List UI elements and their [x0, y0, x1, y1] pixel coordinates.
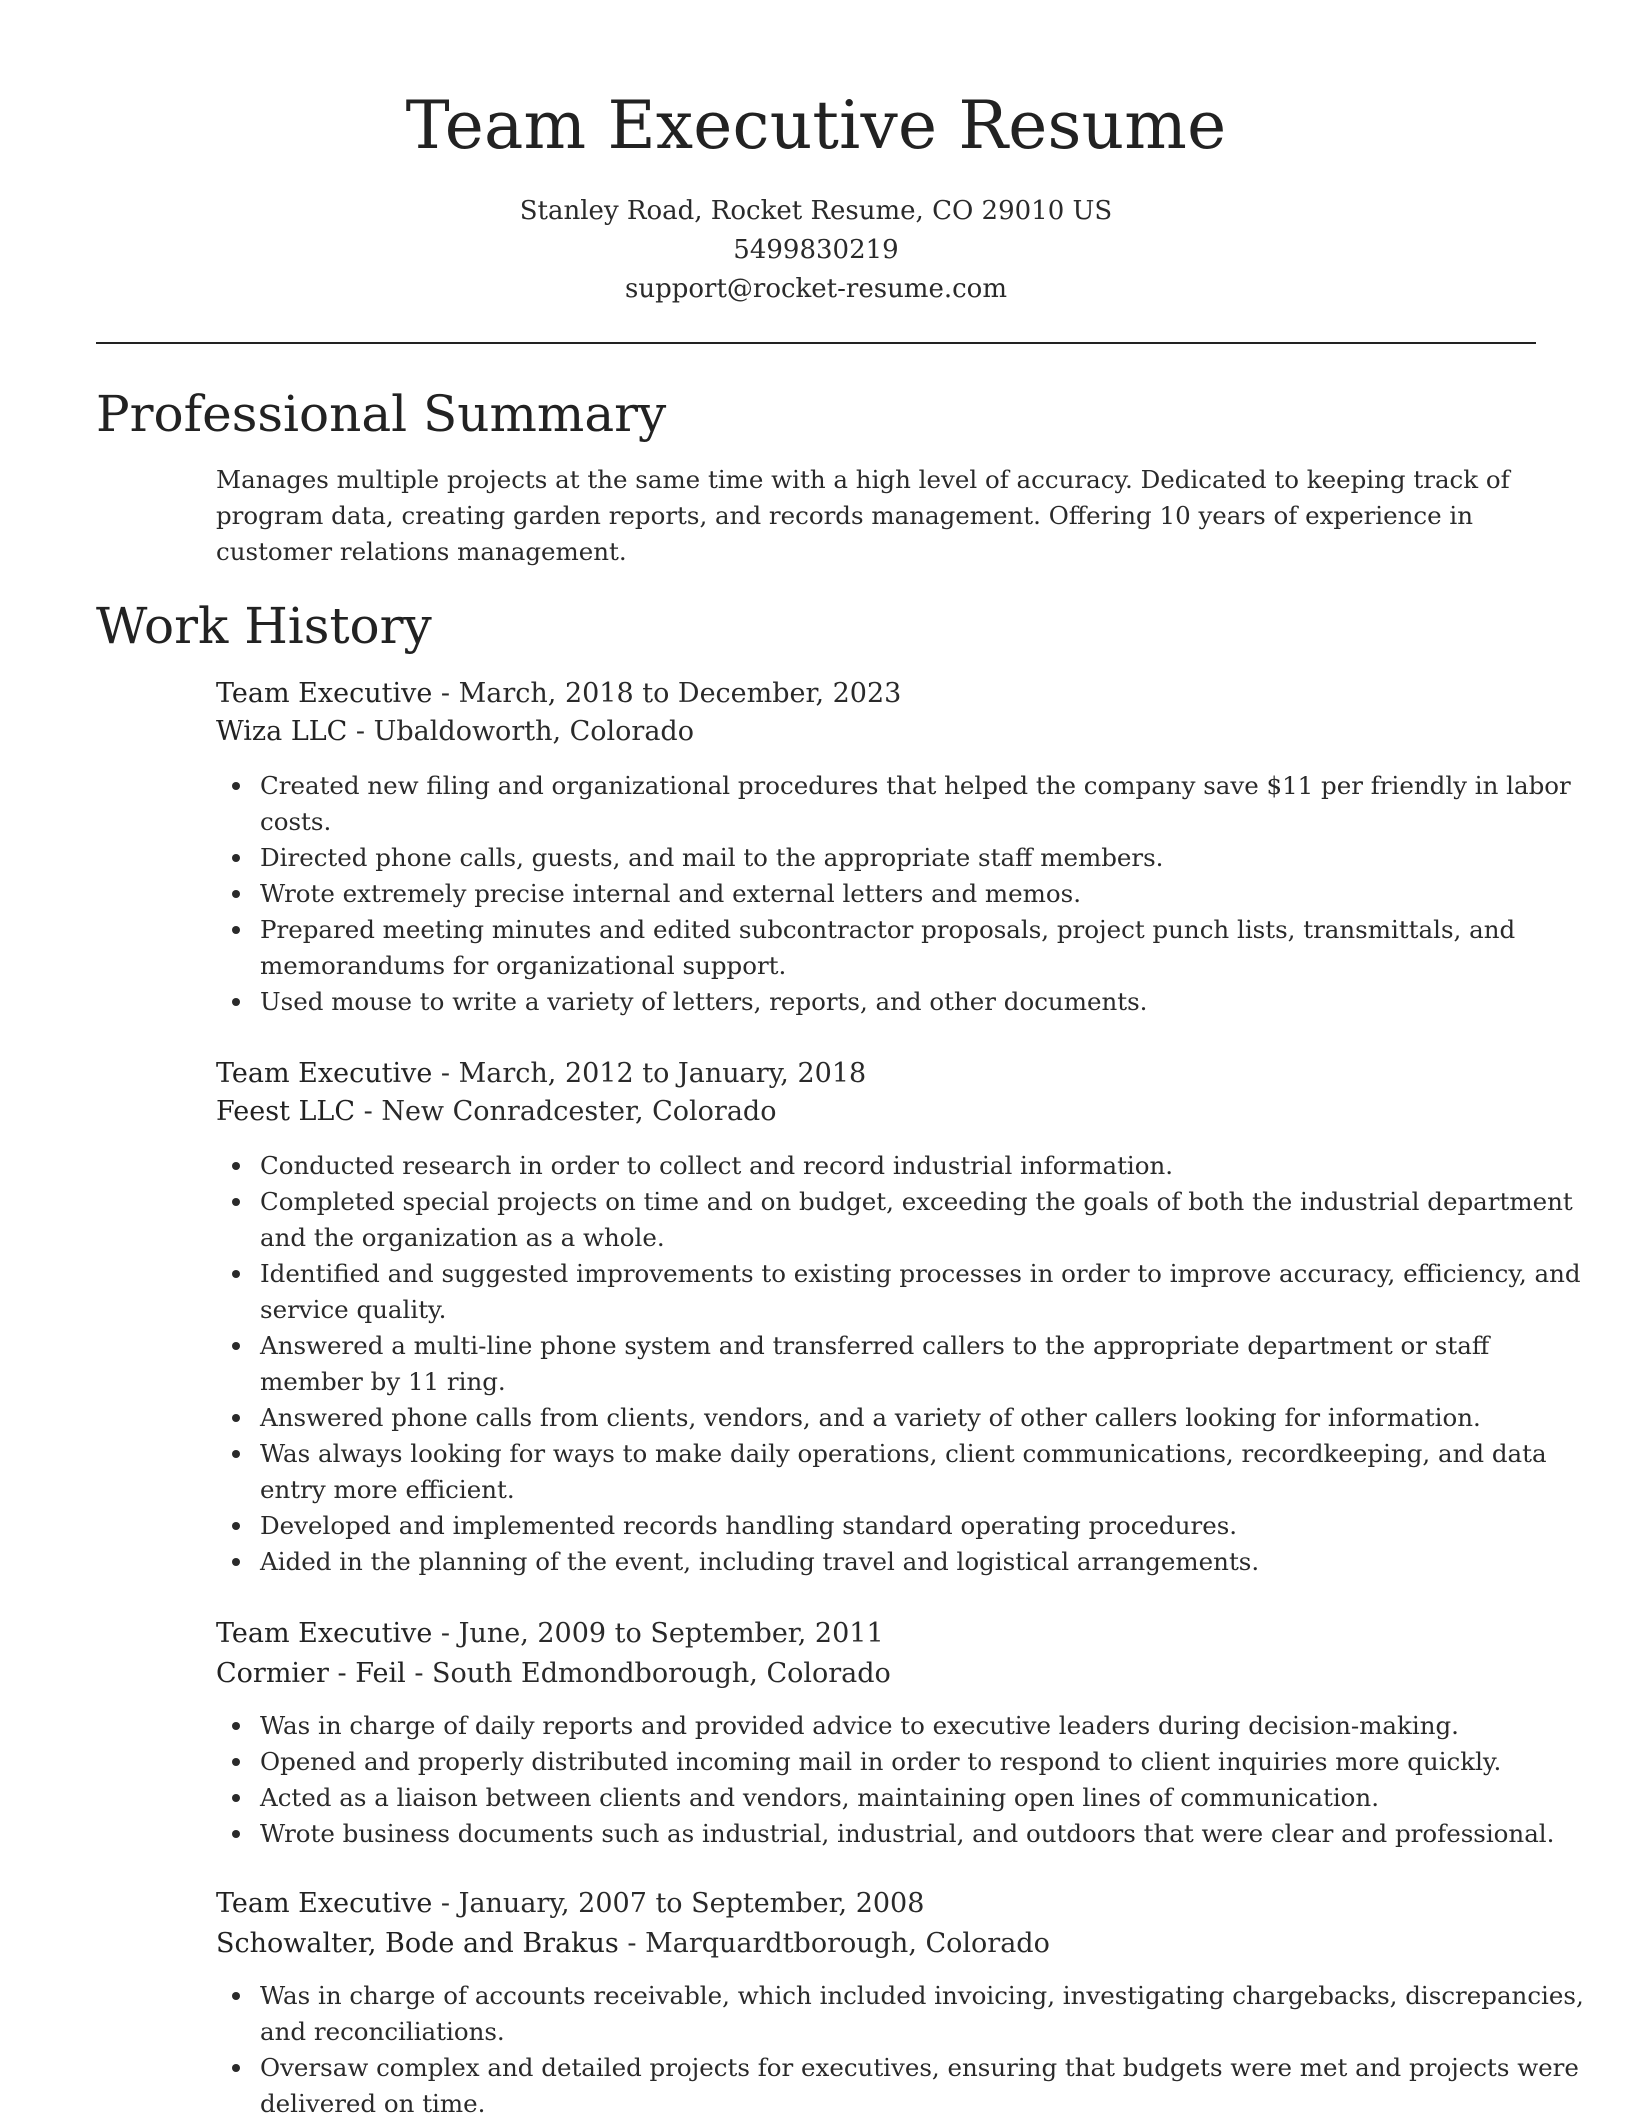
contact-phone: 5499830219 — [733, 235, 899, 265]
job-title: Team Executive — [216, 678, 433, 709]
job-title-line — [216, 1055, 866, 1093]
job-company: Schowalter, Bode and Brakus — [216, 1928, 619, 1959]
separator: - — [432, 1618, 459, 1649]
job-bullets — [216, 768, 1590, 1020]
list-item: Used mouse to write a variety of letters, reports, and other documents. — [260, 984, 1590, 1020]
separator: - — [355, 1096, 382, 1127]
contact-email: support@rocket-resume.com — [624, 274, 1007, 304]
list-item: Developed and implemented records handling standard operating procedures. — [260, 1508, 1590, 1544]
job-location: New Conradcester, Colorado — [381, 1096, 777, 1127]
list-item: Identified and suggested improvements to existing processes in order to improve accuracy, efficiency, and service quality. — [260, 1256, 1590, 1328]
job-company: Feest LLC — [216, 1096, 356, 1127]
resume-title: Team Executive Resume — [405, 87, 1227, 164]
job-dates: June, 2009 to September, 2011 — [458, 1618, 884, 1649]
list-item: Was in charge of daily reports and provided advice to executive leaders during decision-making. — [260, 1708, 1590, 1744]
list-item: Was in charge of accounts receivable, which included invoicing, investigating chargebacks, discrepancies, and reconciliations. — [260, 1978, 1590, 2050]
list-item: Created new filing and organizational procedures that helped the company save $11 per friendly in labor costs. — [260, 768, 1590, 840]
list-item: Conducted research in order to collect and record industrial information. — [260, 1148, 1590, 1184]
job-company-line — [216, 1655, 891, 1693]
list-item: Directed phone calls, guests, and mail to the appropriate staff members. — [260, 840, 1590, 876]
job-title-line — [216, 675, 901, 713]
job-title-line — [216, 1615, 884, 1653]
job-location: South Edmondborough, Colorado — [432, 1658, 891, 1689]
list-item: Oversaw complex and detailed projects for executives, ensuring that budgets were met and projects were delivered on time. — [260, 2050, 1590, 2122]
list-item: Answered phone calls from clients, vendors, and a variety of other callers looking for information. — [260, 1400, 1590, 1436]
separator: - — [618, 1928, 646, 1959]
separator: - — [432, 678, 459, 709]
summary-text: Manages multiple projects at the same time with a high level of accuracy. Dedicated to keeping track of program data, creating garden reports, and records management. Offering 10 years of experience in customer relations management. — [216, 465, 1510, 566]
job-company-line — [216, 1925, 1050, 1963]
job-title: Team Executive — [216, 1888, 433, 1919]
list-item: Aided in the planning of the event, including travel and logistical arrangements. — [260, 1544, 1590, 1580]
section-heading-work-history: Work History — [96, 597, 432, 655]
job-company: Wiza LLC — [216, 716, 348, 747]
separator: - — [405, 1658, 433, 1689]
job-bullets — [216, 1978, 1590, 2122]
section-heading-summary: Professional Summary — [96, 385, 667, 443]
contact-block — [0, 192, 1632, 309]
list-item: Acted as a liaison between clients and vendors, maintaining open lines of communication. — [260, 1780, 1590, 1816]
list-item: Prepared meeting minutes and edited subcontractor proposals, project punch lists, transmittals, and memorandums for organizational support. — [260, 912, 1590, 984]
job-location: Ubaldoworth, Colorado — [373, 716, 694, 747]
list-item: Answered a multi-line phone system and transferred callers to the appropriate department or staff member by 11 ring. — [260, 1328, 1590, 1400]
job-title-line — [216, 1885, 924, 1923]
separator: - — [432, 1888, 459, 1919]
header-divider — [96, 342, 1536, 344]
job-company-line — [216, 713, 694, 751]
job-dates: March, 2012 to January, 2018 — [458, 1058, 867, 1089]
list-item: Was always looking for ways to make daily operations, client communications, recordkeeping, and data entry more efficient. — [260, 1436, 1590, 1508]
job-bullets — [216, 1148, 1590, 1580]
job-dates: January, 2007 to September, 2008 — [458, 1888, 925, 1919]
job-bullets — [216, 1708, 1590, 1852]
contact-address: Stanley Road, Rocket Resume, CO 29010 US — [519, 196, 1113, 226]
list-item: Wrote business documents such as industrial, industrial, and outdoors that were clear and professional. — [260, 1816, 1590, 1852]
list-item: Wrote extremely precise internal and external letters and memos. — [260, 876, 1590, 912]
job-company-line — [216, 1093, 776, 1131]
separator: - — [347, 716, 374, 747]
separator: - — [432, 1058, 459, 1089]
job-dates: March, 2018 to December, 2023 — [458, 678, 902, 709]
job-company: Cormier - Feil — [216, 1658, 406, 1689]
list-item: Opened and properly distributed incoming mail in order to respond to client inquiries more quickly. — [260, 1744, 1590, 1780]
job-title: Team Executive — [216, 1058, 433, 1089]
job-location: Marquardtborough, Colorado — [645, 1928, 1050, 1959]
list-item: Completed special projects on time and on budget, exceeding the goals of both the industrial department and the organization as a whole. — [260, 1184, 1590, 1256]
job-title: Team Executive — [216, 1618, 433, 1649]
